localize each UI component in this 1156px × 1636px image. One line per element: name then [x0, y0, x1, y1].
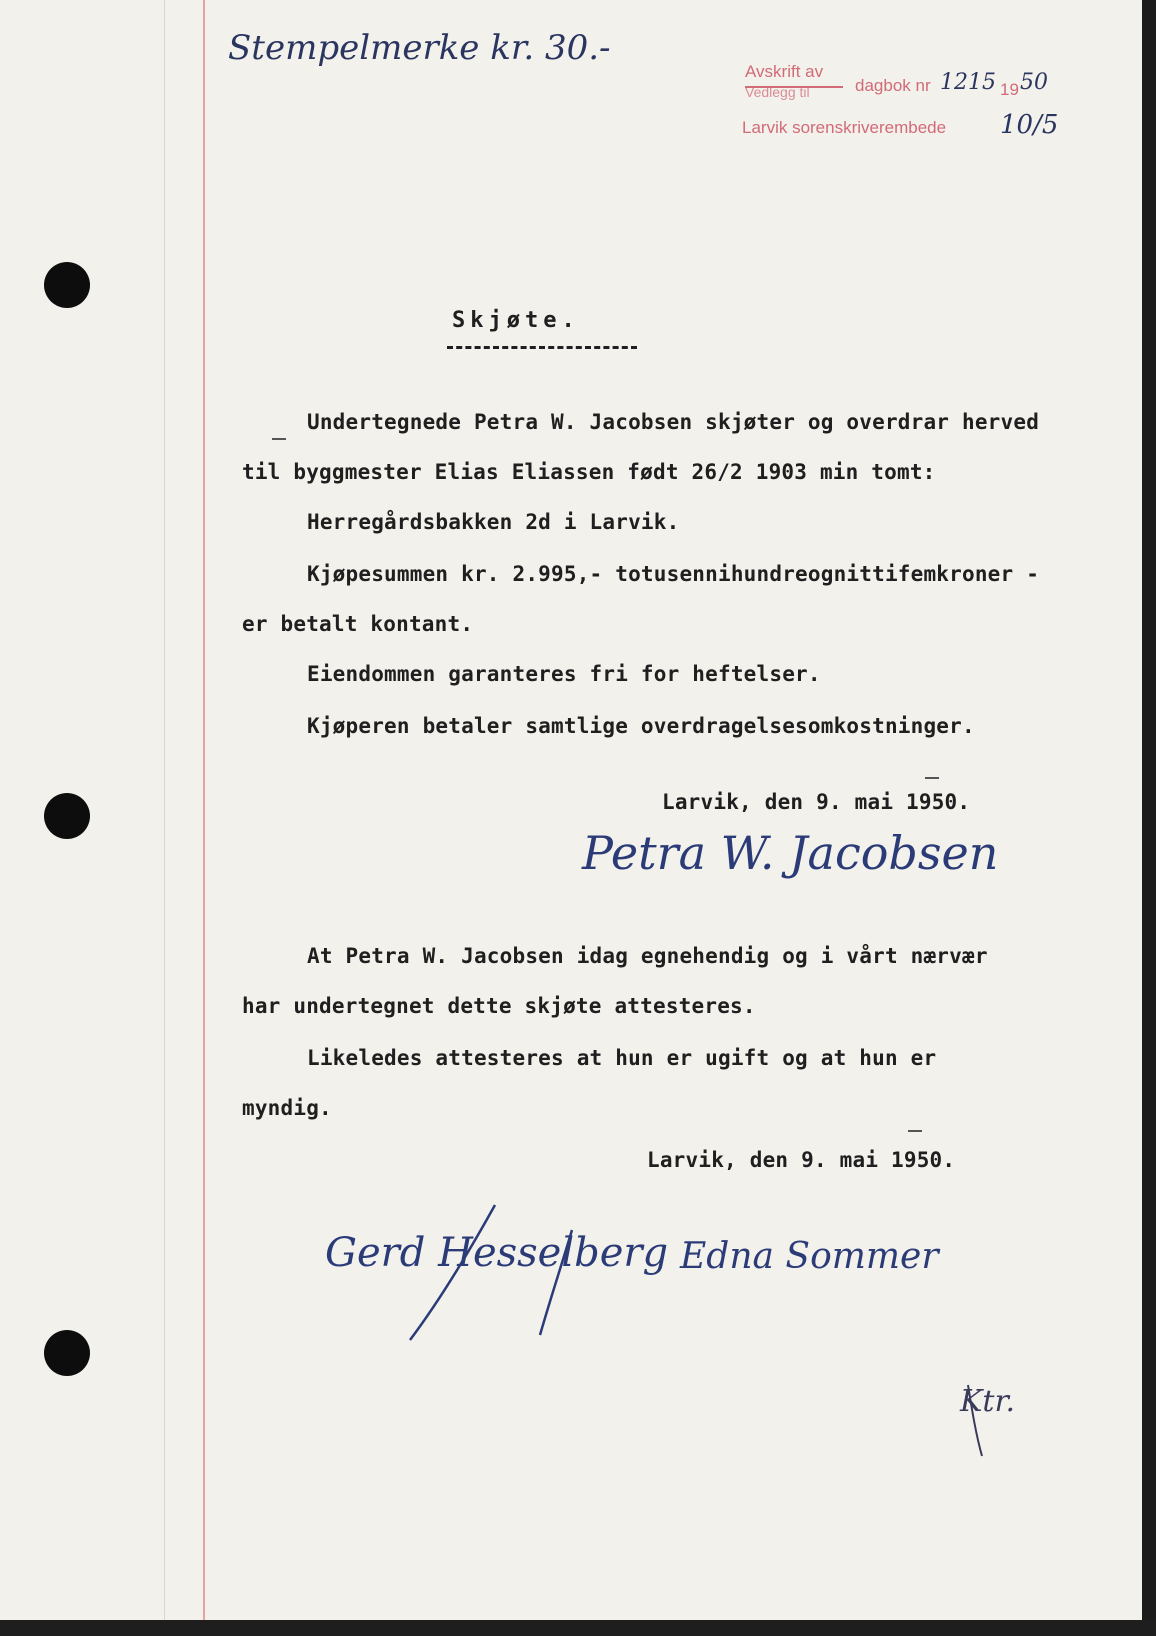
witness-1-signature: Gerd Hesselberg: [325, 1230, 669, 1276]
margin-line: [203, 0, 205, 1620]
likewise-line1: Likeledes attesteres at hun er ugift og at hun er: [307, 1046, 937, 1070]
likewise-line2: myndig.: [242, 1096, 332, 1120]
scan-edge-right: [1142, 0, 1156, 1636]
punch-hole: [44, 262, 90, 308]
scan-edge-bottom: [0, 1620, 1156, 1636]
witness-1-flourish: [400, 1190, 640, 1350]
attestation-line2: har undertegnet dette skjøte attesteres.: [242, 994, 756, 1018]
price-line1: Kjøpesummen kr. 2.995,- totusennihundreognittifemkroner -: [307, 562, 1040, 586]
punch-hole: [44, 793, 90, 839]
stamp-line2: Larvik sorenskriverembede: [742, 118, 947, 137]
document-title: Skjøte.: [452, 308, 580, 333]
price-line2: er betalt kontant.: [242, 612, 474, 636]
seller-signature: Petra W. Jacobsen: [582, 826, 999, 880]
clerk-initials: Ktr.: [960, 1384, 1016, 1419]
fold-line: [164, 0, 165, 1620]
date-mark: [925, 777, 939, 779]
stamp-year-prefix: 19: [1000, 80, 1019, 99]
stamp-duty-note: Stempelmerke kr. 30.-: [228, 28, 611, 68]
witness-2-signature: Edna Sommer: [680, 1236, 939, 1277]
attestation-line1: At Petra W. Jacobsen idag egnehendig og i vårt nærvær: [307, 944, 988, 968]
stamp-line1-b: Vedlegg til: [745, 84, 810, 100]
stamp-line1-c: dagbok nr: [855, 76, 931, 95]
stamp-date: 10/5: [1000, 110, 1059, 140]
paragraph1-line1: Undertegnede Petra W. Jacobsen skjøter og overdrar herved: [307, 410, 1040, 434]
stamp-line1-a: Avskrift av: [745, 62, 824, 81]
property-address: Herregårdsbakken 2d i Larvik.: [307, 510, 680, 534]
indent-mark: [272, 438, 286, 440]
costs-line: Kjøperen betaler samtlige overdragelsesomkostninger.: [307, 714, 975, 738]
stamp-year-suffix: 50: [1020, 70, 1048, 95]
place-date-1: Larvik, den 9. mai 1950.: [662, 790, 971, 814]
paragraph1-line2: til byggmester Elias Eliassen født 26/2 1903 min tomt:: [242, 460, 936, 484]
date-mark: [908, 1130, 922, 1132]
title-underline: [447, 346, 637, 349]
place-date-2: Larvik, den 9. mai 1950.: [647, 1148, 956, 1172]
initials-stroke: [960, 1380, 1000, 1460]
stamp-number: 1215: [940, 70, 996, 95]
punch-hole: [44, 1330, 90, 1376]
guarantee-line: Eiendommen garanteres fri for heftelser.: [307, 662, 821, 686]
